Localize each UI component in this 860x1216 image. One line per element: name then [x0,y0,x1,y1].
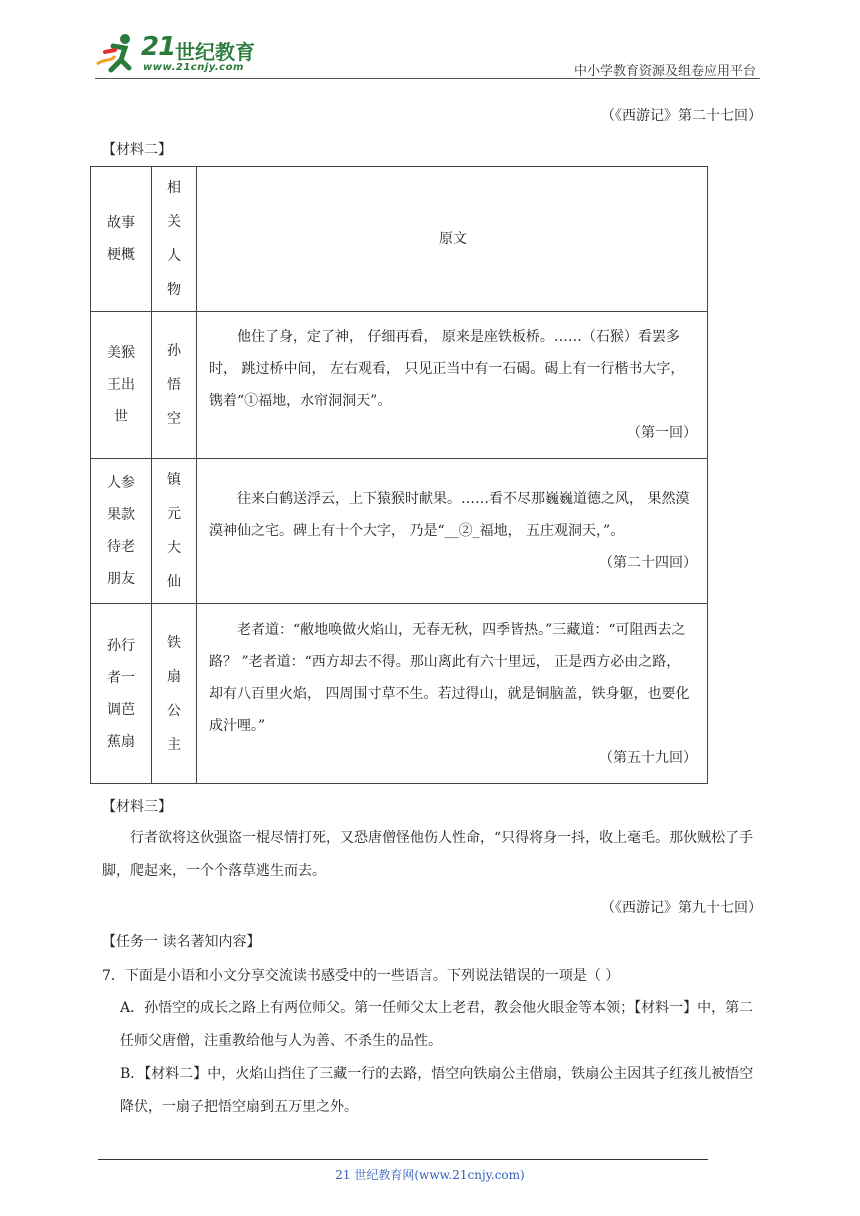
option-a: A．孙悟空的成长之路上有两位师父。第一任师父太上老君，教会他火眼金等本领；【材料一】中，第二任师父唐僧，注重教给他与人为善、不杀生的品性。 [120,1000,754,1049]
story-cell: 孙行 者一 调芭 蕉扇 [91,604,152,784]
story-cell: 人参 果款 待老 朋友 [91,459,152,604]
material3-source: （《西游记》第九十七回） [601,900,762,916]
option-b: B．【材料二】中，火焰山挡住了三藏一行的去路，悟空向铁扇公主借扇，铁扇公主因其子红孩儿被悟空降伏，一扇子把悟空扇到五万里之外。 [120,1066,754,1115]
footer-text: 21 世纪教育网(www.21cnjy.com) [335,1168,525,1182]
table-header-row [91,167,708,312]
runner-logo-icon [95,32,141,76]
table-row [91,312,708,459]
person-cell: 孙 悟 空 [152,312,197,459]
person-cell: 镇 元 大 仙 [152,459,197,604]
original-text: 他住了身，定了神， 仔细再看， 原来是座铁板桥。……（石猴）看罢多时， 跳过桥中间， 左右观看， 只见正当中有一石碣。碣上有一行楷书大字，镌着“①福地，水帘洞洞天”。 [209,329,685,409]
source-top: （《西游记》第二十七回） [601,108,762,124]
person-cell: 铁 扇 公 主 [152,604,197,784]
platform-name: 中小学教育资源及组卷应用平台 [573,64,756,79]
material3-text: 行者欲将这伙强盗一棍尽情打死，又恐唐僧怪他伤人性命，“只得将身一抖，收上毫毛。那伙贼松了手脚，爬起来，一个个落草逃生而去。 [102,830,754,879]
header-text: 原文 [197,167,708,312]
page-header [95,30,760,79]
table-row [91,604,708,784]
text-cell [197,459,708,604]
material3-label: 【材料三】 [102,799,172,815]
original-text: 往来白鹤送浮云，上下猿猴时献果。……看不尽那巍巍道德之风， 果然漠漠神仙之宅。碑上有十个大字， 乃是“__②_福地， 五庄观洞天，”。 [209,491,690,539]
text-cell [197,604,708,784]
chapter-source: （第五十九回） [599,749,697,766]
header-person: 相 关 人 物 [152,167,197,312]
logo-number: 21 [141,32,176,62]
chapter-source: （第一回） [627,425,697,441]
material2-table [90,166,708,784]
chapter-source: （第二十四回） [599,555,697,571]
logo-text: 世纪教育 [175,40,255,64]
material2-label: 【材料二】 [102,142,172,158]
header-story: 故事 梗概 [91,167,152,312]
question-7: 7．下面是小语和小文分享交流读书感受中的一些语言。下列说法错误的一项是（ ） [102,968,620,984]
task-label: 【任务一 读名著知内容】 [102,934,261,950]
story-cell: 美猴 王出 世 [91,312,152,459]
text-cell [197,312,708,459]
table-row [91,459,708,604]
site-logo [95,32,265,76]
logo-url: www.21cnjy.com [143,62,244,73]
original-text: 老者道：“敝地唤做火焰山，无春无秋，四季皆热。”三藏道：“可阻西去之路？ ”老者道：“西方却去不得。那山离此有六十里远， 正是西方必由之路， 却有八百里火焰， 四周围寸草不生。若过得山，就是铜脑盖，铁身躯，也要化成汁哩。” [209,621,690,734]
footer-divider [98,1159,708,1160]
